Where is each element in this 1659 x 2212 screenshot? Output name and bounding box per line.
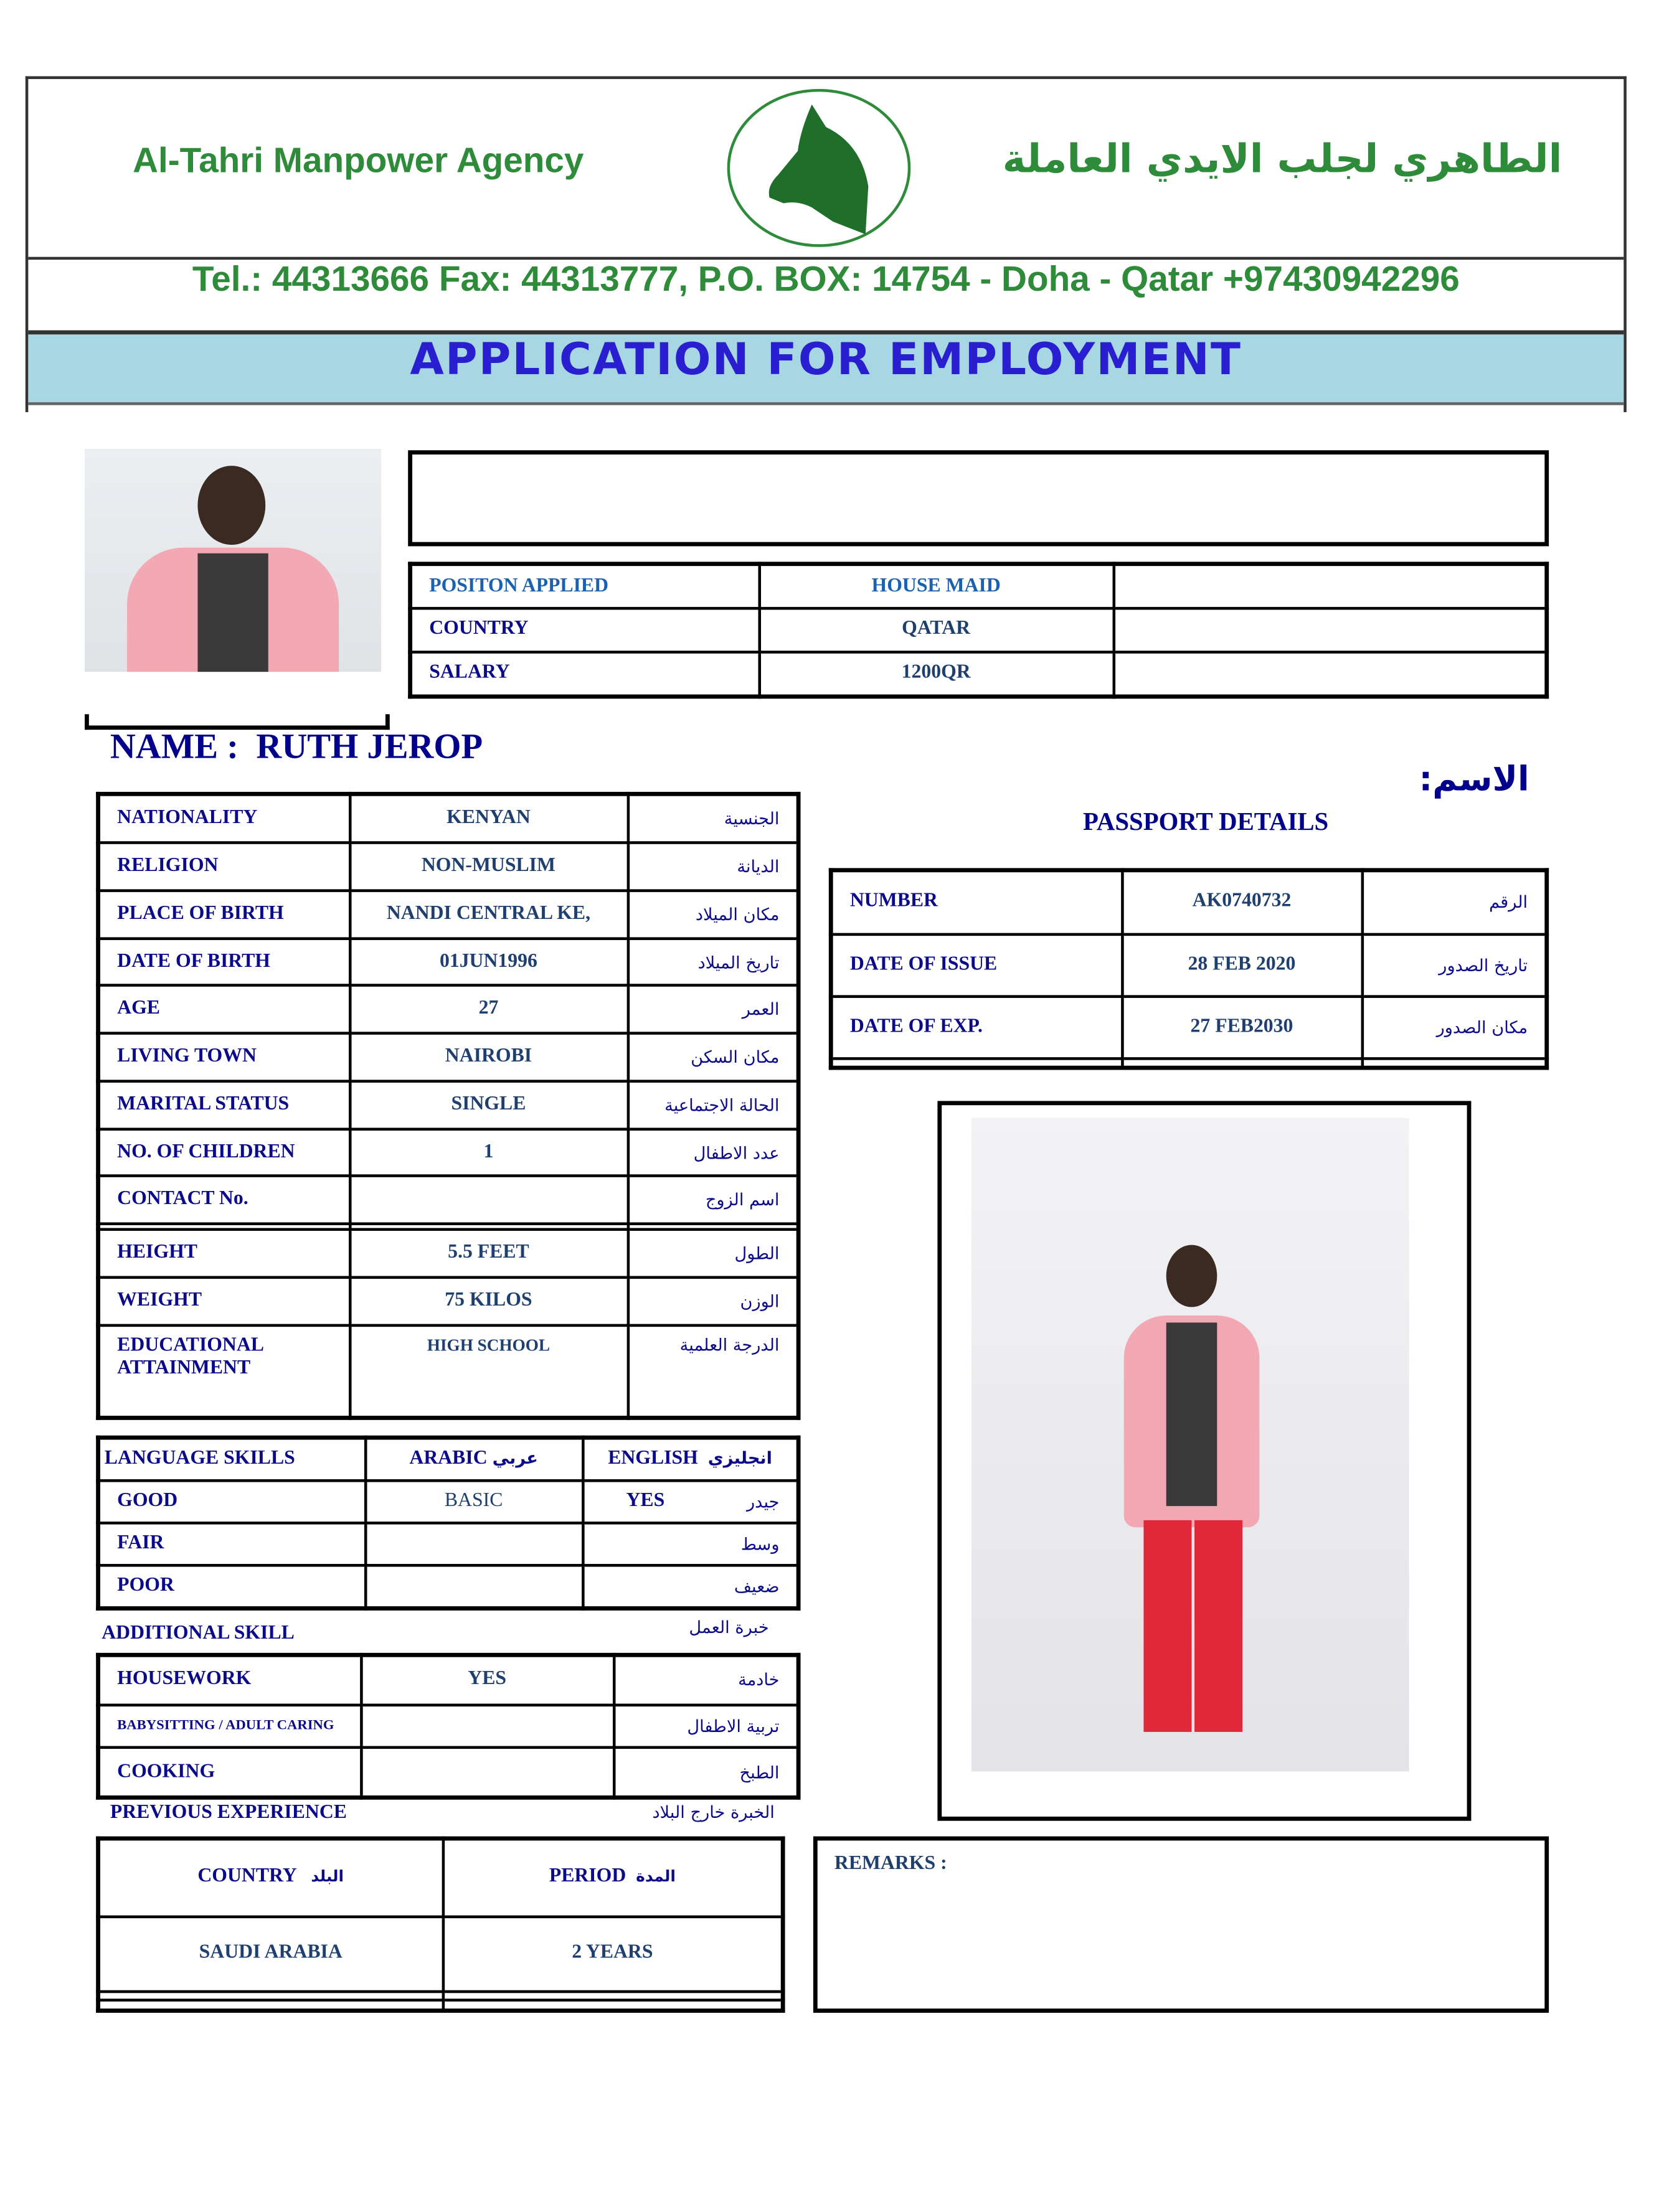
passport-table <box>829 868 1549 1070</box>
period-header-ar: المدة <box>636 1868 676 1886</box>
table-row <box>98 794 799 843</box>
table-row <box>98 2000 783 2011</box>
field-label-ar: العمر <box>628 986 798 1033</box>
empty-box <box>408 450 1549 546</box>
experience-period: 2 YEARS <box>443 1916 783 1992</box>
passport-field-label <box>831 1059 1122 1068</box>
name-value: RUTH JEROP <box>256 728 483 767</box>
table-row <box>98 1230 799 1278</box>
previous-experience-title-ar: الخبرة خارج البلاد <box>652 1802 775 1822</box>
passport-field-value: AK0740732 <box>1122 870 1361 934</box>
position-label: POSITON APPLIED <box>410 564 759 609</box>
field-label-ar: اسم الزوج <box>628 1177 798 1225</box>
skill-label: HOUSEWORK <box>98 1655 361 1705</box>
table-row <box>831 1059 1546 1068</box>
passport-field-label-ar: مكان الصدور <box>1362 997 1547 1059</box>
field-label: WEIGHT <box>98 1277 350 1325</box>
empty-cell <box>1113 564 1547 609</box>
salary-value: 1200QR <box>759 652 1113 697</box>
contact-line: Tel.: 44313666 Fax: 44313777, P.O. BOX: 14754 - Doha - Qatar +97430942296 <box>28 260 1624 334</box>
field-label-ar: تاريخ الميلاد <box>628 938 798 986</box>
table-row <box>98 1565 799 1609</box>
passport-title: PASSPORT DETAILS <box>1082 807 1329 836</box>
field-value: 5.5 FEET <box>349 1230 628 1278</box>
applicant-photo-small <box>85 449 381 672</box>
table-row <box>98 1177 799 1225</box>
table-row <box>98 1523 799 1565</box>
skill-value <box>361 1705 613 1748</box>
passport-field-label: NUMBER <box>831 870 1122 934</box>
english-value: YES <box>626 1490 665 1512</box>
additional-skill-title-ar: خبرة العمل <box>689 1617 769 1637</box>
experience-country <box>98 1992 443 2000</box>
field-value: NAIROBI <box>349 1033 628 1081</box>
english-level <box>582 1481 798 1523</box>
level-label: FAIR <box>98 1523 366 1565</box>
passport-field-label-ar <box>1362 1059 1547 1068</box>
arabic-label-ar: عربي <box>492 1448 538 1469</box>
table-row <box>98 1655 799 1705</box>
applicant-photo-full <box>971 1118 1409 1772</box>
table-row <box>98 843 799 891</box>
form-title: APPLICATION FOR EMPLOYMENT <box>28 334 1624 405</box>
agency-name-ar: الطاهري لجلب الايدي العاملة <box>1002 135 1562 182</box>
field-value: NON-MUSLIM <box>349 843 628 891</box>
period-header <box>443 1838 783 1916</box>
field-value <box>349 1177 628 1225</box>
field-label-ar: مكان السكن <box>628 1033 798 1081</box>
remarks-box <box>813 1837 1549 2013</box>
field-label: MARITAL STATUS <box>98 1081 350 1129</box>
table-row <box>98 986 799 1033</box>
position-value: HOUSE MAID <box>759 564 1113 609</box>
language-skills-table <box>96 1436 800 1611</box>
empty-cell <box>1113 608 1547 652</box>
previous-experience-title: PREVIOUS EXPERIENCE <box>110 1802 347 1824</box>
name-label-ar: الاسم: <box>1419 759 1529 799</box>
english-header <box>582 1438 798 1481</box>
passport-field-value <box>1122 1059 1361 1068</box>
field-value: 01JUN1996 <box>349 938 628 986</box>
level-label-ar: وسط <box>740 1534 780 1555</box>
experience-period <box>443 2000 783 2011</box>
position-table <box>408 562 1549 699</box>
field-value: KENYAN <box>349 794 628 843</box>
table-row <box>98 1916 783 1992</box>
field-value: 1 <box>349 1129 628 1177</box>
letterhead-top <box>28 79 1624 260</box>
table-row <box>98 1224 799 1230</box>
skill-label: COOKING <box>98 1748 361 1797</box>
country-label: COUNTRY <box>410 608 759 652</box>
field-label: EDUCATIONAL ATTAINMENT <box>98 1325 350 1418</box>
arabic-level <box>365 1565 582 1609</box>
experience-country <box>98 2000 443 2011</box>
field-label-ar <box>628 1224 798 1230</box>
field-label-ar: الحالة الاجتماعية <box>628 1081 798 1129</box>
experience-period <box>443 1992 783 2000</box>
field-value: SINGLE <box>349 1081 628 1129</box>
field-label-ar: الدرجة العلمية <box>628 1325 798 1418</box>
field-label: CONTACT No. <box>98 1177 350 1225</box>
field-label <box>98 1224 350 1230</box>
field-label: HEIGHT <box>98 1230 350 1278</box>
table-row <box>98 938 799 986</box>
field-label: NATIONALITY <box>98 794 350 843</box>
english-level <box>582 1523 798 1565</box>
table-row <box>98 1325 799 1418</box>
passport-field-value: 28 FEB 2020 <box>1122 934 1361 997</box>
english-level <box>582 1565 798 1609</box>
table-row <box>98 1481 799 1523</box>
table-row <box>98 1992 783 2000</box>
country-header-label: COUNTRY <box>197 1866 296 1888</box>
field-label-ar: الوزن <box>628 1277 798 1325</box>
country-value: QATAR <box>759 608 1113 652</box>
level-label: GOOD <box>98 1481 366 1523</box>
arabic-label: ARABIC <box>409 1448 488 1470</box>
additional-skill-title: ADDITIONAL SKILL <box>102 1623 295 1645</box>
field-value: 27 <box>349 986 628 1033</box>
previous-experience-table <box>96 1837 785 2013</box>
table-row <box>98 1748 799 1797</box>
table-row <box>98 1033 799 1081</box>
agency-name-en: Al-Tahri Manpower Agency <box>133 141 584 181</box>
level-label: POOR <box>98 1565 366 1609</box>
field-value: 75 KILOS <box>349 1277 628 1325</box>
field-label: DATE OF BIRTH <box>98 938 350 986</box>
passport-field-value: 27 FEB2030 <box>1122 997 1361 1059</box>
field-label: AGE <box>98 986 350 1033</box>
passport-field-label-ar: تاريخ الصدور <box>1362 934 1547 997</box>
passport-field-label: DATE OF EXP. <box>831 997 1122 1059</box>
field-label: NO. OF CHILDREN <box>98 1129 350 1177</box>
field-label-ar: الجنسية <box>628 794 798 843</box>
name-label: NAME : <box>110 728 239 767</box>
remarks-label: REMARKS : <box>834 1853 947 1875</box>
field-label-ar: مكان الميلاد <box>628 890 798 938</box>
field-label-ar: الديانة <box>628 843 798 891</box>
table-row <box>98 890 799 938</box>
experience-country: SAUDI ARABIA <box>98 1916 443 1992</box>
table-row <box>98 1129 799 1177</box>
country-header-ar: البلد <box>311 1868 344 1886</box>
table-row <box>831 934 1546 997</box>
field-value: HIGH SCHOOL <box>349 1325 628 1418</box>
photo-bracket <box>85 714 390 730</box>
table-row <box>98 1081 799 1129</box>
skill-value <box>361 1748 613 1797</box>
field-label: PLACE OF BIRTH <box>98 890 350 938</box>
period-header-label: PERIOD <box>549 1866 626 1888</box>
arabic-level: BASIC <box>365 1481 582 1523</box>
passport-field-label-ar: الرقم <box>1362 870 1547 934</box>
skill-label-ar: الطبخ <box>613 1748 798 1797</box>
skill-value: YES <box>361 1655 613 1705</box>
english-label: ENGLISH <box>608 1448 698 1470</box>
arabic-level <box>365 1523 582 1565</box>
letterhead <box>26 76 1627 412</box>
field-label-ar: عدد الاطفال <box>628 1129 798 1177</box>
field-value: NANDI CENTRAL KE, <box>349 890 628 938</box>
passport-field-label: DATE OF ISSUE <box>831 934 1122 997</box>
skill-label: BABYSITTING / ADULT CARING <box>98 1705 361 1748</box>
field-label: LIVING TOWN <box>98 1033 350 1081</box>
skill-label-ar: تربية الاطفال <box>613 1705 798 1748</box>
level-label-ar: ضعيف <box>734 1576 780 1596</box>
language-header: LANGUAGE SKILLS <box>98 1438 366 1481</box>
field-value <box>349 1224 628 1230</box>
table-row <box>98 1705 799 1748</box>
arabic-header <box>365 1438 582 1481</box>
horse-logo-icon <box>727 88 911 248</box>
additional-skill-table <box>96 1653 800 1800</box>
salary-label: SALARY <box>410 652 759 697</box>
level-label-ar: جيدر <box>747 1492 780 1512</box>
table-row <box>98 1277 799 1325</box>
country-header <box>98 1838 443 1916</box>
field-label: RELIGION <box>98 843 350 891</box>
english-label-ar: انجليزي <box>707 1448 772 1469</box>
skill-label-ar: خادمة <box>613 1655 798 1705</box>
table-row <box>831 997 1546 1059</box>
empty-cell <box>1113 652 1547 697</box>
personal-info-table <box>96 792 800 1420</box>
field-label-ar: الطول <box>628 1230 798 1278</box>
table-row <box>831 870 1546 934</box>
applicant-name <box>110 728 483 768</box>
